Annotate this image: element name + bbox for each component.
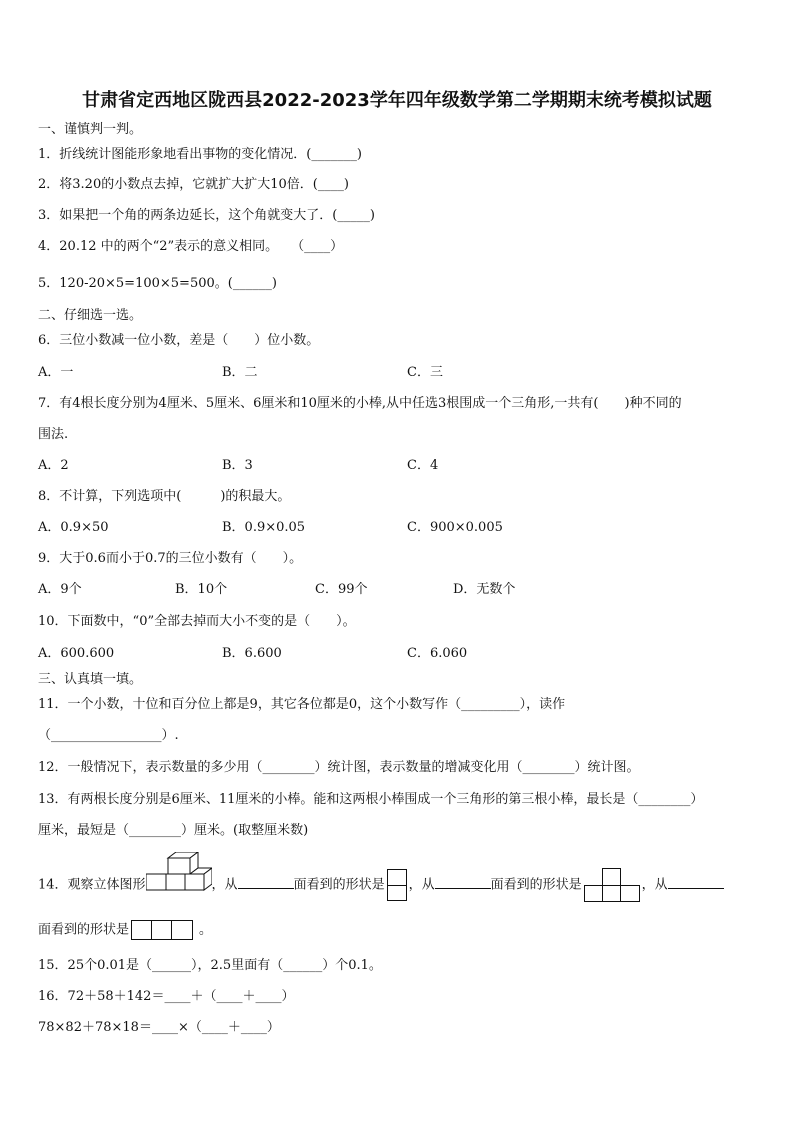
question-2: 2．将3.20的小数点去掉，它就扩大扩大10倍．(____) bbox=[38, 177, 349, 192]
question-4: 4．20.12 中的两个“2”表示的意义相同。 （____） bbox=[38, 239, 344, 254]
question-13-line-2: 厘米，最短是（________）厘米。(取整厘米数) bbox=[38, 823, 309, 838]
question-6-option-b: B．二 bbox=[222, 365, 258, 380]
solid-figure-icon bbox=[146, 852, 212, 892]
page-title: 甘肃省定西地区陇西县2022-2023学年四年级数学第二学期期末统考模拟试题 bbox=[82, 90, 712, 111]
question-12: 12．一般情况下，表示数量的多少用（________）统计图，表示数量的增减变化用（________）统计图。 bbox=[38, 760, 640, 775]
question-6-option-c: C．三 bbox=[407, 365, 443, 380]
section-heading-1: 一、谨慎判一判。 bbox=[38, 122, 143, 137]
q14-text-3: 面看到的形状是 bbox=[293, 877, 385, 893]
question-6-stem: 6．三位小数减一位小数，差是（ ）位小数。 bbox=[38, 333, 320, 348]
question-8-option-a: A．0.9×50 bbox=[38, 520, 109, 535]
view-shape-row-icon bbox=[131, 920, 193, 940]
question-9-option-a: A．9个 bbox=[38, 582, 82, 597]
question-10-option-c: C．6.060 bbox=[407, 646, 468, 661]
q14-text-1: 14．观察立体图形 bbox=[38, 877, 146, 893]
question-15: 15．25个0.01是（______），2.5里面有（______）个0.1。 bbox=[38, 958, 382, 973]
question-9-option-b: B．10个 bbox=[175, 582, 228, 597]
question-6-option-a: A．一 bbox=[38, 365, 74, 380]
q14-text-2: ，从 bbox=[211, 877, 238, 893]
question-10-option-a: A．600.600 bbox=[38, 646, 115, 661]
question-14-line-1 bbox=[38, 868, 724, 902]
question-1: 1．折线统计图能形象地看出事物的变化情况．(_______) bbox=[38, 147, 362, 162]
q14-text-8: 。 bbox=[199, 922, 213, 938]
q14-blank-2 bbox=[435, 874, 491, 889]
question-7-stem: 7．有4根长度分别为4厘米、5厘米、6厘米和10厘米的小棒,从中任选3根围成一个三角形,一共有( )种不同的 bbox=[38, 396, 682, 411]
question-11-line-2: （_________________）. bbox=[38, 728, 179, 743]
view-shape-vertical-icon bbox=[387, 869, 407, 901]
section-heading-3: 三、认真填一填。 bbox=[38, 672, 143, 687]
question-16-line-1: 16．72＋58＋142＝____＋（____＋____） bbox=[38, 989, 295, 1004]
q14-blank-3 bbox=[668, 874, 724, 889]
question-8-option-b: B．0.9×0.05 bbox=[222, 520, 306, 535]
question-13-line-1: 13．有两根长度分别是6厘米、11厘米的小棒。能和这两根小棒围成一个三角形的第三根小棒，最长是（________） bbox=[38, 792, 704, 807]
question-9-option-c: C．99个 bbox=[315, 582, 368, 597]
question-8-option-c: C．900×0.005 bbox=[407, 520, 503, 535]
question-3: 3．如果把一个角的两条边延长，这个角就变大了．(_____) bbox=[38, 208, 375, 223]
q14-text-6: ，从 bbox=[641, 877, 668, 893]
question-9-stem: 9．大于0.6而小于0.7的三位小数有（ ）。 bbox=[38, 551, 303, 566]
question-7-stem-cont: 围法. bbox=[38, 427, 69, 442]
q14-blank-1 bbox=[238, 874, 294, 889]
question-7-option-c: C．4 bbox=[407, 458, 439, 473]
question-16-line-2: 78×82＋78×18＝____×（____＋____） bbox=[38, 1020, 280, 1035]
view-shape-t-icon bbox=[584, 868, 640, 902]
section-heading-2: 二、仔细选一选。 bbox=[38, 308, 143, 323]
q14-text-5: 面看到的形状是 bbox=[490, 877, 582, 893]
question-14-line-2 bbox=[38, 920, 212, 940]
question-11-line-1: 11．一个小数，十位和百分位上都是9，其它各位都是0，这个小数写作（_________），读作 bbox=[38, 697, 566, 712]
question-8-stem: 8．不计算，下列选项中( )的积最大。 bbox=[38, 489, 291, 504]
question-10-stem: 10．下面数中，“0”全部去掉而大小不变的是（ ）。 bbox=[38, 614, 356, 629]
question-10-option-b: B．6.600 bbox=[222, 646, 282, 661]
question-7-option-a: A．2 bbox=[38, 458, 69, 473]
q14-text-7: 面看到的形状是 bbox=[38, 922, 130, 938]
question-7-option-b: B．3 bbox=[222, 458, 253, 473]
question-9-option-d: D．无数个 bbox=[453, 582, 516, 597]
q14-text-4: ，从 bbox=[408, 877, 435, 893]
question-5: 5．120-20×5=100×5=500。(______) bbox=[38, 276, 277, 291]
